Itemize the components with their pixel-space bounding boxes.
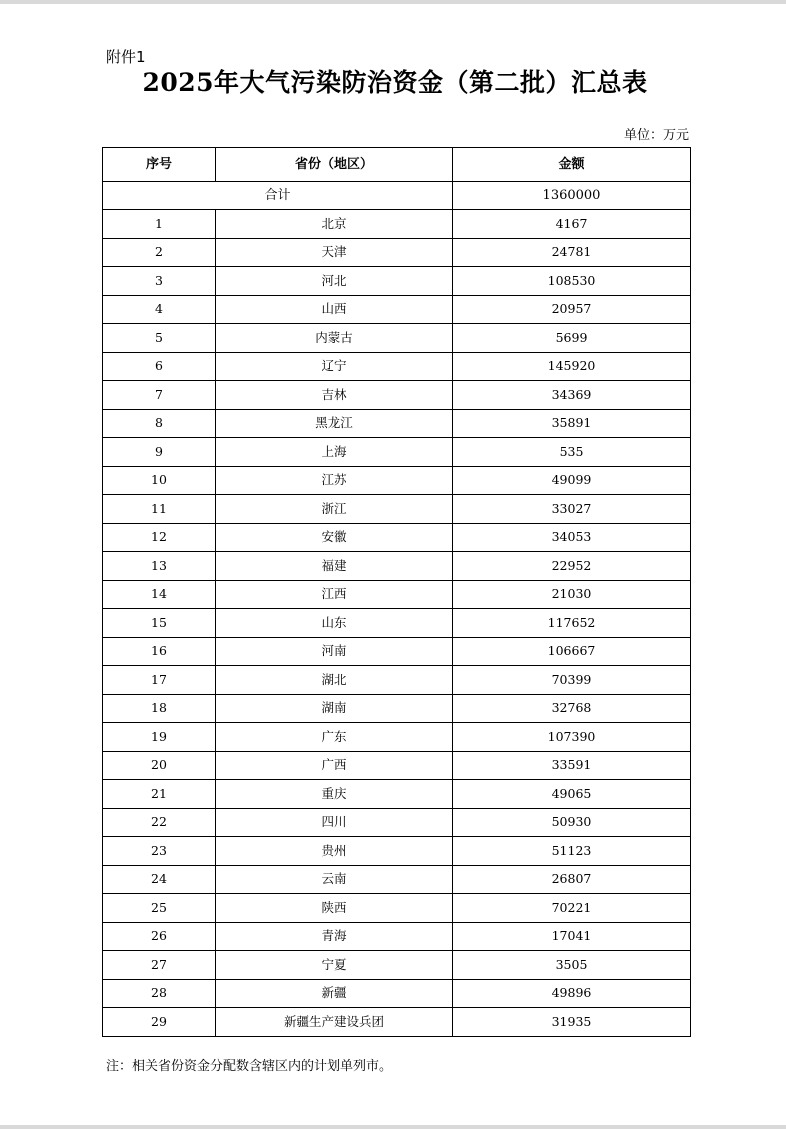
cell-province: 新疆 (216, 979, 453, 1008)
cell-province: 广西 (216, 751, 453, 780)
cell-province: 江苏 (216, 466, 453, 495)
cell-index: 21 (103, 780, 216, 809)
header-amount: 金额 (453, 148, 691, 182)
table-row (103, 295, 691, 324)
cell-amount: 32768 (453, 694, 691, 723)
cell-amount: 34053 (453, 523, 691, 552)
table-row (103, 951, 691, 980)
cell-province: 浙江 (216, 495, 453, 524)
table-row (103, 495, 691, 524)
table-row (103, 1008, 691, 1037)
cell-index: 6 (103, 352, 216, 381)
cell-province: 内蒙古 (216, 324, 453, 353)
cell-index: 27 (103, 951, 216, 980)
cell-index: 25 (103, 894, 216, 923)
cell-amount: 34369 (453, 381, 691, 410)
table-row (103, 894, 691, 923)
cell-province: 北京 (216, 210, 453, 239)
cell-amount: 107390 (453, 723, 691, 752)
cell-amount: 49896 (453, 979, 691, 1008)
page-bottom-border (0, 1125, 786, 1129)
cell-province: 上海 (216, 438, 453, 467)
cell-amount: 5699 (453, 324, 691, 353)
cell-province: 河北 (216, 267, 453, 296)
table-row (103, 979, 691, 1008)
header-province: 省份（地区） (216, 148, 453, 182)
table-row (103, 381, 691, 410)
cell-index: 23 (103, 837, 216, 866)
cell-province: 湖北 (216, 666, 453, 695)
cell-province: 辽宁 (216, 352, 453, 381)
cell-index: 8 (103, 409, 216, 438)
cell-amount: 70221 (453, 894, 691, 923)
table-row (103, 552, 691, 581)
table-row (103, 466, 691, 495)
cell-province: 重庆 (216, 780, 453, 809)
cell-province: 安徽 (216, 523, 453, 552)
cell-index: 18 (103, 694, 216, 723)
cell-amount: 26807 (453, 865, 691, 894)
table-row (103, 666, 691, 695)
table-row (103, 210, 691, 239)
cell-amount: 3505 (453, 951, 691, 980)
cell-amount: 70399 (453, 666, 691, 695)
table-row (103, 409, 691, 438)
table-row (103, 808, 691, 837)
cell-amount: 145920 (453, 352, 691, 381)
cell-province: 江西 (216, 580, 453, 609)
cell-amount: 535 (453, 438, 691, 467)
page-title: 2025年大气污染防治资金（第二批）汇总表 (142, 68, 648, 97)
cell-index: 17 (103, 666, 216, 695)
table-row (103, 751, 691, 780)
cell-index: 28 (103, 979, 216, 1008)
table-row (103, 922, 691, 951)
table-row (103, 238, 691, 267)
cell-index: 20 (103, 751, 216, 780)
cell-index: 2 (103, 238, 216, 267)
table-row (103, 580, 691, 609)
page-top-border (0, 0, 786, 4)
table-row (103, 267, 691, 296)
cell-province: 云南 (216, 865, 453, 894)
cell-amount: 17041 (453, 922, 691, 951)
cell-province: 河南 (216, 637, 453, 666)
cell-index: 7 (103, 381, 216, 410)
total-row (103, 182, 691, 210)
cell-index: 22 (103, 808, 216, 837)
cell-index: 9 (103, 438, 216, 467)
cell-province: 天津 (216, 238, 453, 267)
cell-province: 陕西 (216, 894, 453, 923)
cell-index: 26 (103, 922, 216, 951)
cell-index: 14 (103, 580, 216, 609)
unit-label: 单位：万元 (623, 128, 689, 143)
footnote: 注：相关省份资金分配数含辖区内的计划单列市。 (106, 1059, 393, 1074)
cell-index: 12 (103, 523, 216, 552)
cell-index: 15 (103, 609, 216, 638)
cell-amount: 49099 (453, 466, 691, 495)
cell-index: 5 (103, 324, 216, 353)
cell-amount: 51123 (453, 837, 691, 866)
cell-amount: 106667 (453, 637, 691, 666)
table-row (103, 609, 691, 638)
table-row (103, 324, 691, 353)
cell-amount: 31935 (453, 1008, 691, 1037)
cell-index: 29 (103, 1008, 216, 1037)
cell-amount: 35891 (453, 409, 691, 438)
cell-index: 16 (103, 637, 216, 666)
table-body (103, 182, 691, 1037)
cell-index: 10 (103, 466, 216, 495)
cell-amount: 24781 (453, 238, 691, 267)
total-label: 合计 (103, 182, 453, 210)
cell-index: 1 (103, 210, 216, 239)
cell-province: 四川 (216, 808, 453, 837)
cell-amount: 49065 (453, 780, 691, 809)
cell-province: 湖南 (216, 694, 453, 723)
table-row (103, 694, 691, 723)
header-index: 序号 (103, 148, 216, 182)
cell-province: 山东 (216, 609, 453, 638)
table-row (103, 523, 691, 552)
cell-amount: 33027 (453, 495, 691, 524)
table-row (103, 352, 691, 381)
funding-summary-table (102, 147, 691, 1037)
table-row (103, 837, 691, 866)
cell-amount: 21030 (453, 580, 691, 609)
attachment-label: 附件1 (106, 48, 146, 66)
cell-index: 19 (103, 723, 216, 752)
cell-amount: 22952 (453, 552, 691, 581)
cell-amount: 108530 (453, 267, 691, 296)
cell-amount: 117652 (453, 609, 691, 638)
cell-amount: 4167 (453, 210, 691, 239)
cell-amount: 50930 (453, 808, 691, 837)
cell-index: 13 (103, 552, 216, 581)
table-row (103, 865, 691, 894)
total-amount: 1360000 (453, 182, 691, 210)
cell-index: 4 (103, 295, 216, 324)
cell-amount: 33591 (453, 751, 691, 780)
table-header-row (103, 148, 691, 182)
table-row (103, 637, 691, 666)
cell-province: 山西 (216, 295, 453, 324)
cell-index: 24 (103, 865, 216, 894)
cell-province: 广东 (216, 723, 453, 752)
cell-province: 青海 (216, 922, 453, 951)
cell-province: 贵州 (216, 837, 453, 866)
cell-index: 11 (103, 495, 216, 524)
cell-province: 吉林 (216, 381, 453, 410)
cell-province: 新疆生产建设兵团 (216, 1008, 453, 1037)
cell-province: 福建 (216, 552, 453, 581)
table-row (103, 723, 691, 752)
cell-index: 3 (103, 267, 216, 296)
cell-province: 宁夏 (216, 951, 453, 980)
table-row (103, 780, 691, 809)
cell-province: 黑龙江 (216, 409, 453, 438)
table-row (103, 438, 691, 467)
cell-amount: 20957 (453, 295, 691, 324)
